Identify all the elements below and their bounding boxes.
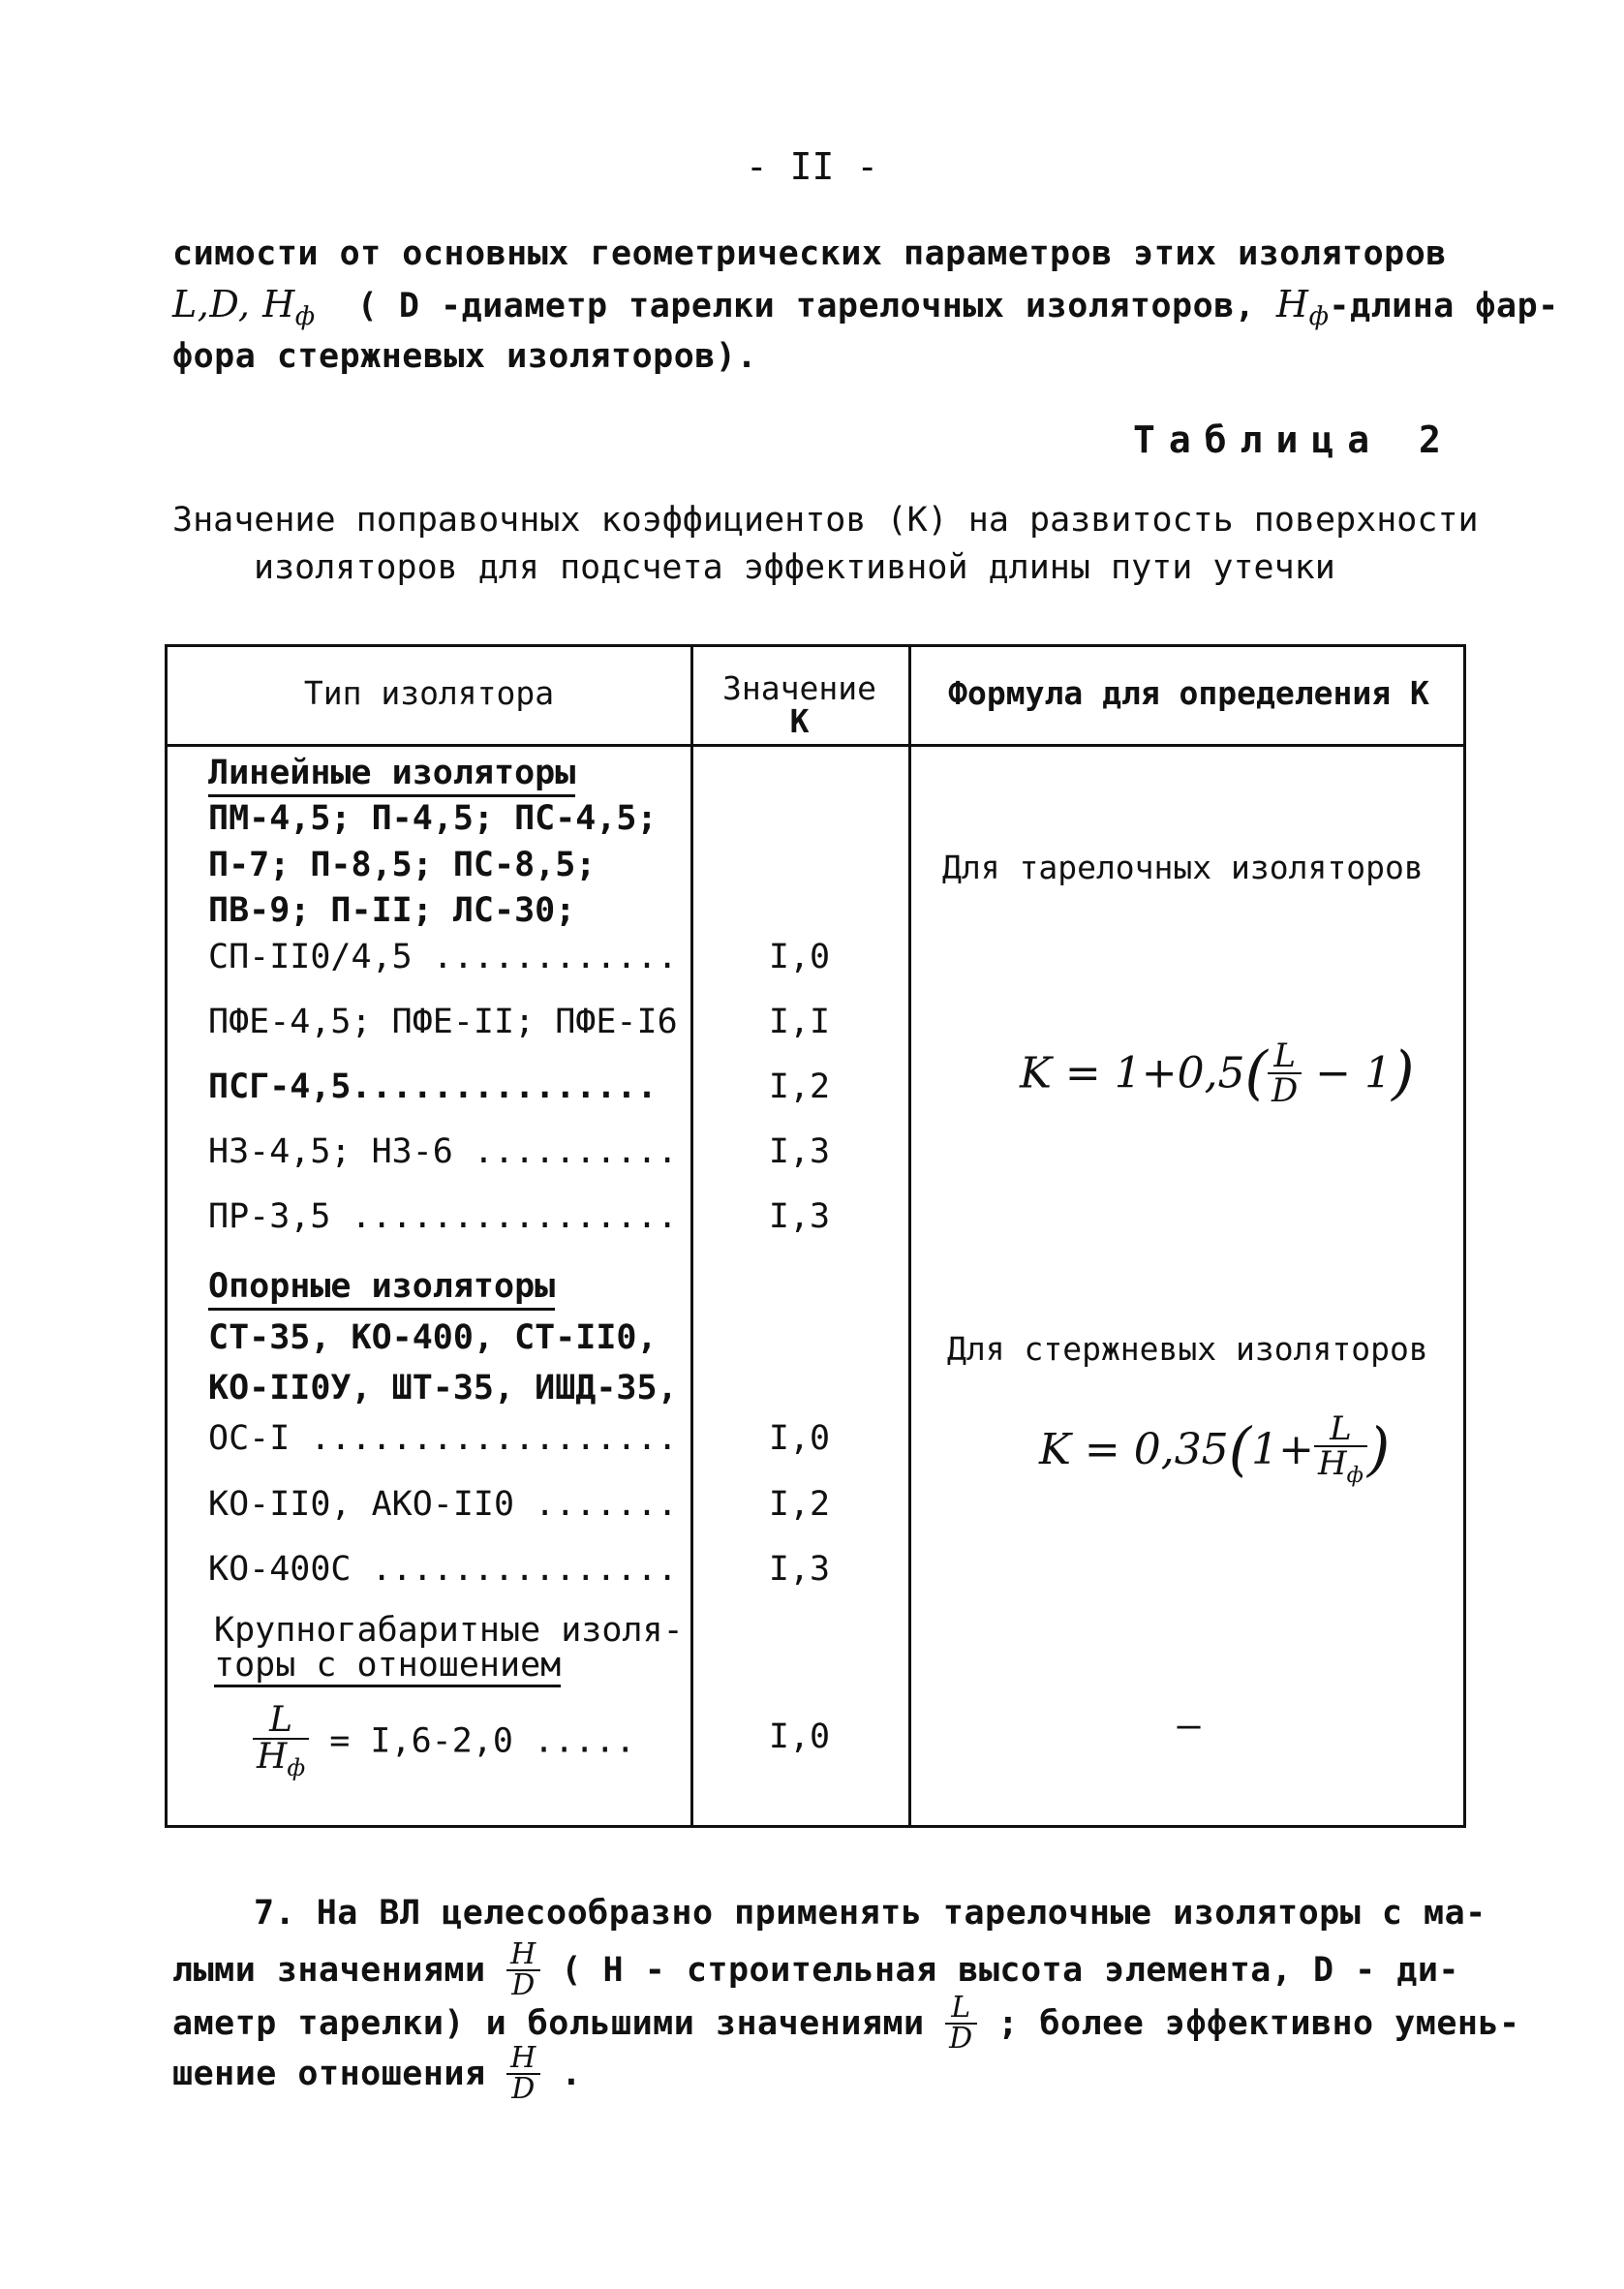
f1-num: H	[506, 1940, 540, 1971]
plate-formula-lhs: K = 1+0,5	[1020, 1048, 1245, 1098]
para7-line-1: 7. На ВЛ целесообразно применять тарелочные изоляторы с ма-	[254, 1894, 1486, 1933]
intro-var-h: H	[1275, 283, 1309, 325]
rod-insulators-label: Для стержневых изоляторов	[947, 1330, 1428, 1368]
table-row: КО-II0, АКО-II0 .......	[208, 1485, 678, 1524]
plate-formula: K = 1+0,5( $\frac{L}{D}$ − 1)	[1020, 1036, 1415, 1110]
ratio-numerator: L	[253, 1703, 309, 1740]
table-row: ПФЕ-4,5; ПФЕ-II; ПФЕ-I6	[208, 1003, 678, 1041]
table-row: П-7; П-8,5; ПС-8,5;	[208, 846, 597, 884]
ratio-den-sub: ф	[287, 1754, 306, 1782]
intro-variables: L,D, H	[172, 283, 295, 325]
group-support-insulators	[208, 1267, 555, 1311]
para7-line-3-b: ; более эффективно умень-	[997, 2004, 1520, 2043]
para7-line-4	[172, 2041, 582, 2106]
para7-line-3-a: аметр тарелки) и большими значениями	[172, 2004, 925, 2043]
fraction-h-d-2	[506, 2041, 540, 2106]
f3-num: H	[506, 2044, 540, 2075]
table-row: ПВ-9; П-II; ЛС-30;	[208, 891, 576, 930]
table-caption-line-1: Значение поправочных коэффициентов (К) на развитость поверхности	[172, 501, 1479, 540]
plate-formula-tail: − 1	[1315, 1048, 1393, 1098]
intro-line-2-text-a: ( D -диаметр тарелки тарелочных изоляторов,	[356, 287, 1256, 325]
group-linear-insulators	[208, 754, 575, 797]
table-caption-line-2: изоляторов для подсчета эффективной длины пути утечки	[254, 548, 1335, 587]
table-cell-value: I,0	[768, 938, 831, 976]
rod-formula: K = 0,35(1+ $\frac{L}{H_ф}$ )	[1039, 1409, 1391, 1488]
table-row: КО-400С ...............	[208, 1550, 678, 1589]
fraction-l-d	[945, 1991, 977, 2056]
rod-formula-den: H	[1317, 1444, 1347, 1483]
table-cell-value: I,I	[768, 1003, 831, 1041]
intro-var-sub: ф	[294, 302, 316, 331]
f1-den: D	[511, 1968, 536, 2002]
table-cell-value: I,2	[768, 1067, 831, 1106]
intro-line-1: симости от основных геометрических параметров этих изоляторов	[172, 234, 1447, 273]
table-row: СТ-35, КО-400, СТ-II0,	[208, 1318, 658, 1357]
f2-num: L	[945, 1994, 977, 2025]
plate-formula-num: L	[1268, 1039, 1302, 1074]
table-row: ПСГ-4,5...............	[208, 1067, 658, 1106]
group-linear-label: Линейные изоляторы	[208, 754, 575, 797]
table-cell-value: I,3	[768, 1197, 831, 1236]
large-row-range: = I,6-2,0 .....	[329, 1721, 636, 1761]
table-row: КО-II0У, ШТ-35, ИШД-35,	[208, 1369, 678, 1407]
para7-line-2-a: лыми значениями	[172, 1951, 486, 1990]
table-cell-value: I,3	[768, 1132, 831, 1171]
para7-line-2-b: ( H - строительная высота элемента, D - ди-	[561, 1951, 1459, 1990]
f3-den: D	[511, 2072, 536, 2106]
header-formula: Формула для определения К	[948, 674, 1429, 712]
table-row: ПР-3,5 ................	[208, 1197, 678, 1236]
para7-line-4-b: .	[561, 2055, 582, 2093]
fraction-h-d	[506, 1937, 540, 2002]
insulator-coefficient-table	[165, 644, 1466, 1828]
group-large-line-2: торы с отношением	[214, 1648, 561, 1687]
plate-insulators-label: Для тарелочных изоляторов	[942, 849, 1424, 886]
table-row: ОС-I ..................	[208, 1419, 678, 1458]
header-value-line-1: Значение	[722, 669, 876, 707]
intro-line-2	[172, 283, 1559, 331]
f2-den: D	[949, 2022, 973, 2056]
table-cell-value: I,0	[768, 1717, 831, 1756]
para7-line-4-a: шение отношения	[172, 2055, 486, 2093]
table-col-divider-2	[908, 647, 911, 1825]
ratio-denominator: H	[257, 1737, 288, 1777]
page-number: - II -	[745, 145, 879, 188]
plate-formula-den: D	[1271, 1071, 1299, 1110]
value-column	[690, 647, 908, 1825]
header-value-line-2: К	[789, 702, 810, 740]
table-row: СП-II0/4,5 ............	[208, 938, 678, 976]
rod-formula-lhs: K = 0,35	[1039, 1424, 1229, 1474]
rod-formula-head: 1+	[1251, 1424, 1314, 1474]
table-cell-value: I,0	[768, 1419, 831, 1458]
large-formula-dash: —	[1177, 1703, 1201, 1748]
intro-var-h-sub: ф	[1308, 302, 1330, 331]
ratio-l-hf	[253, 1700, 309, 1782]
para7-line-2	[172, 1937, 1459, 2002]
table-row: ПМ-4,5; П-4,5; ПС-4,5;	[208, 799, 658, 838]
intro-line-2-text-b: -длина фар-	[1329, 287, 1559, 325]
group-support-label: Опорные изоляторы	[208, 1267, 555, 1311]
table-label: Таблица 2	[1133, 418, 1455, 461]
table-cell-value: I,3	[768, 1550, 831, 1589]
group-large-line-1: Крупногабаритные изоля-	[214, 1611, 684, 1650]
table-row: НЗ-4,5; НЗ-6 ..........	[208, 1132, 678, 1171]
header-type: Тип изолятора	[303, 674, 555, 712]
intro-line-3: фора стержневых изоляторов).	[172, 337, 758, 376]
rod-formula-den-sub: ф	[1346, 1463, 1364, 1488]
rod-formula-num: L	[1314, 1412, 1367, 1447]
group-large-insulators	[214, 1613, 684, 1687]
table-cell-value: I,2	[768, 1485, 831, 1524]
table-row-large	[253, 1700, 636, 1782]
